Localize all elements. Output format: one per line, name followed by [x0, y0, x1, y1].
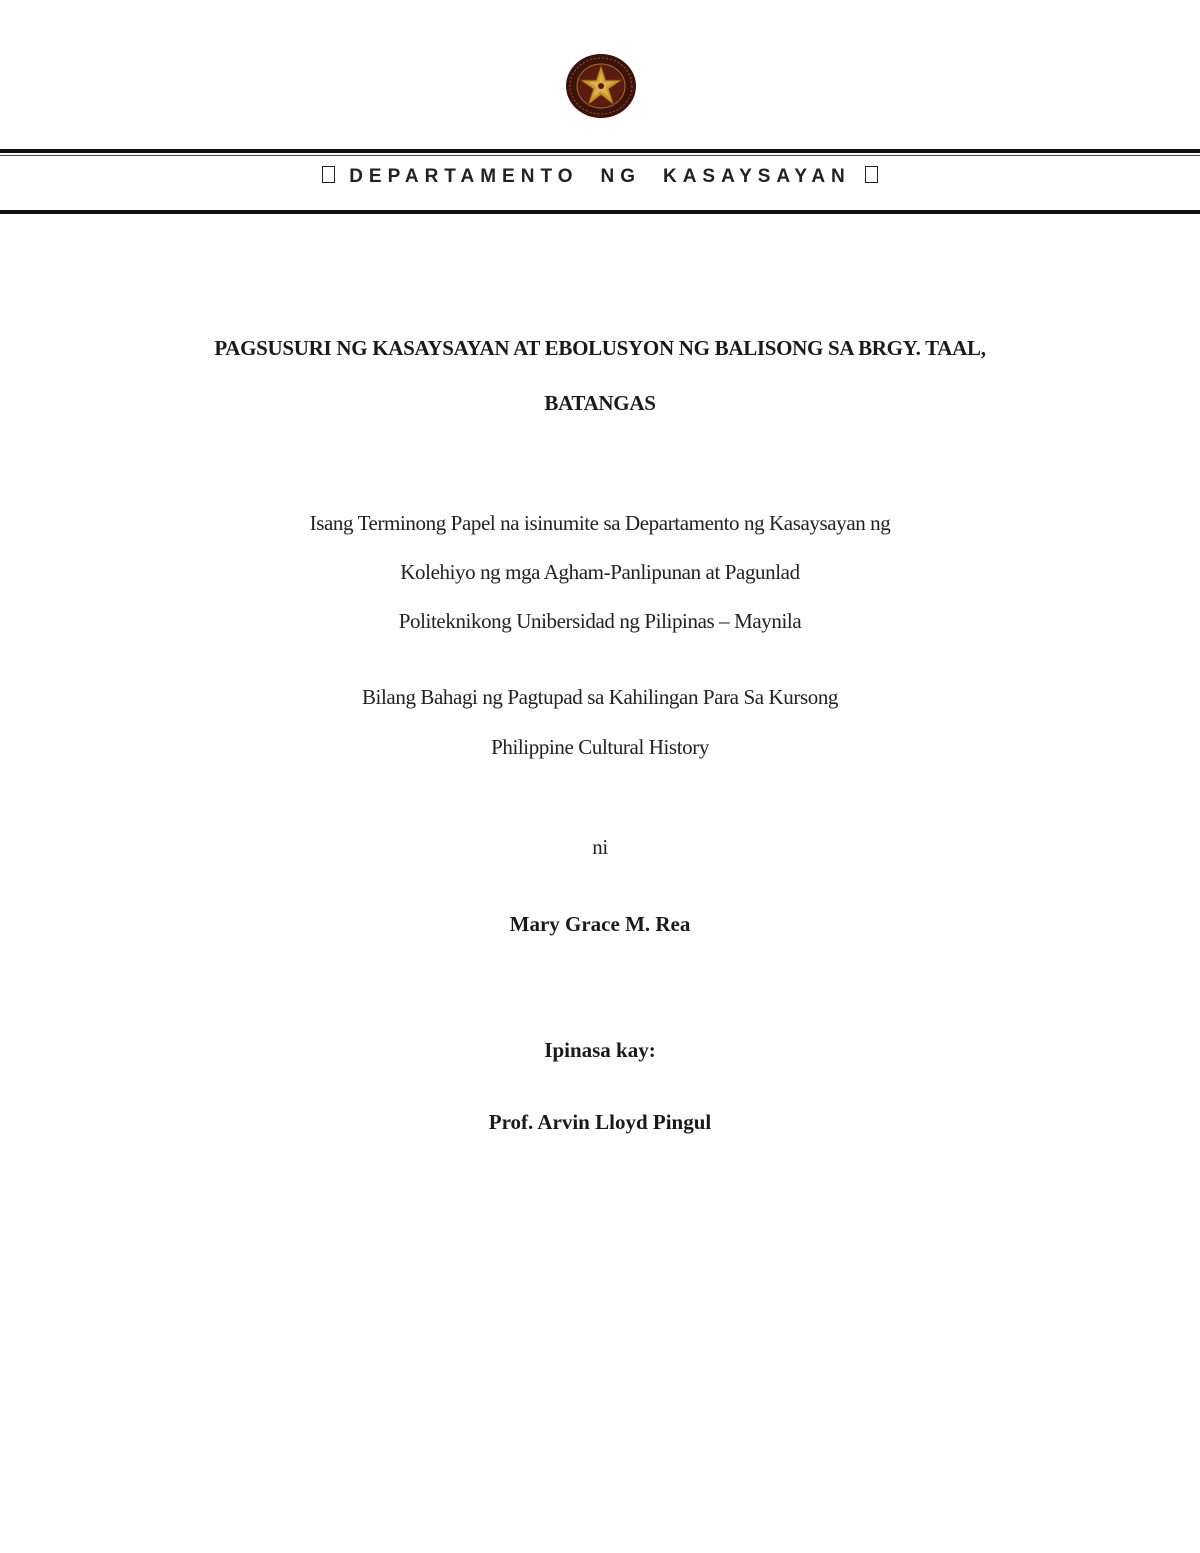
header-rule-top [0, 149, 1200, 153]
title-line-1: PAGSUSURI NG KASAYSAYAN AT EBOLUSYON NG BALISONG SA BRGY. TAAL, [214, 336, 986, 360]
header-rule-bottom [0, 210, 1200, 214]
box-glyph-icon [865, 166, 878, 183]
submission-line-5: Philippine Cultural History [491, 735, 709, 759]
header-rule-top-thin [0, 155, 1200, 156]
university-seal-icon [565, 53, 637, 119]
submitted-to-label: Ipinasa kay: [544, 1038, 656, 1062]
author-by: ni [592, 835, 608, 859]
author-name: Mary Grace M. Rea [509, 912, 691, 936]
department-header [0, 166, 1200, 188]
submission-line-1: Isang Terminong Papel na isinumite sa Departamento ng Kasaysayan ng [309, 511, 891, 535]
department-word-1: DEPARTAMENTO [349, 166, 579, 187]
title-line-2: BATANGAS [544, 391, 656, 415]
box-glyph-icon [322, 166, 335, 183]
submission-line-4: Bilang Bahagi ng Pagtupad sa Kahilingan Para Sa Kursong [361, 685, 839, 709]
department-word-2: NG [600, 166, 641, 187]
department-word-3: KASAYSAYAN [662, 166, 851, 187]
submission-line-3: Politeknikong Unibersidad ng Pilipinas – Maynila [398, 609, 802, 633]
professor-name: Prof. Arvin Lloyd Pingul [488, 1110, 712, 1134]
submission-line-2: Kolehiyo ng mga Agham-Panlipunan at Pagunlad [400, 560, 800, 584]
